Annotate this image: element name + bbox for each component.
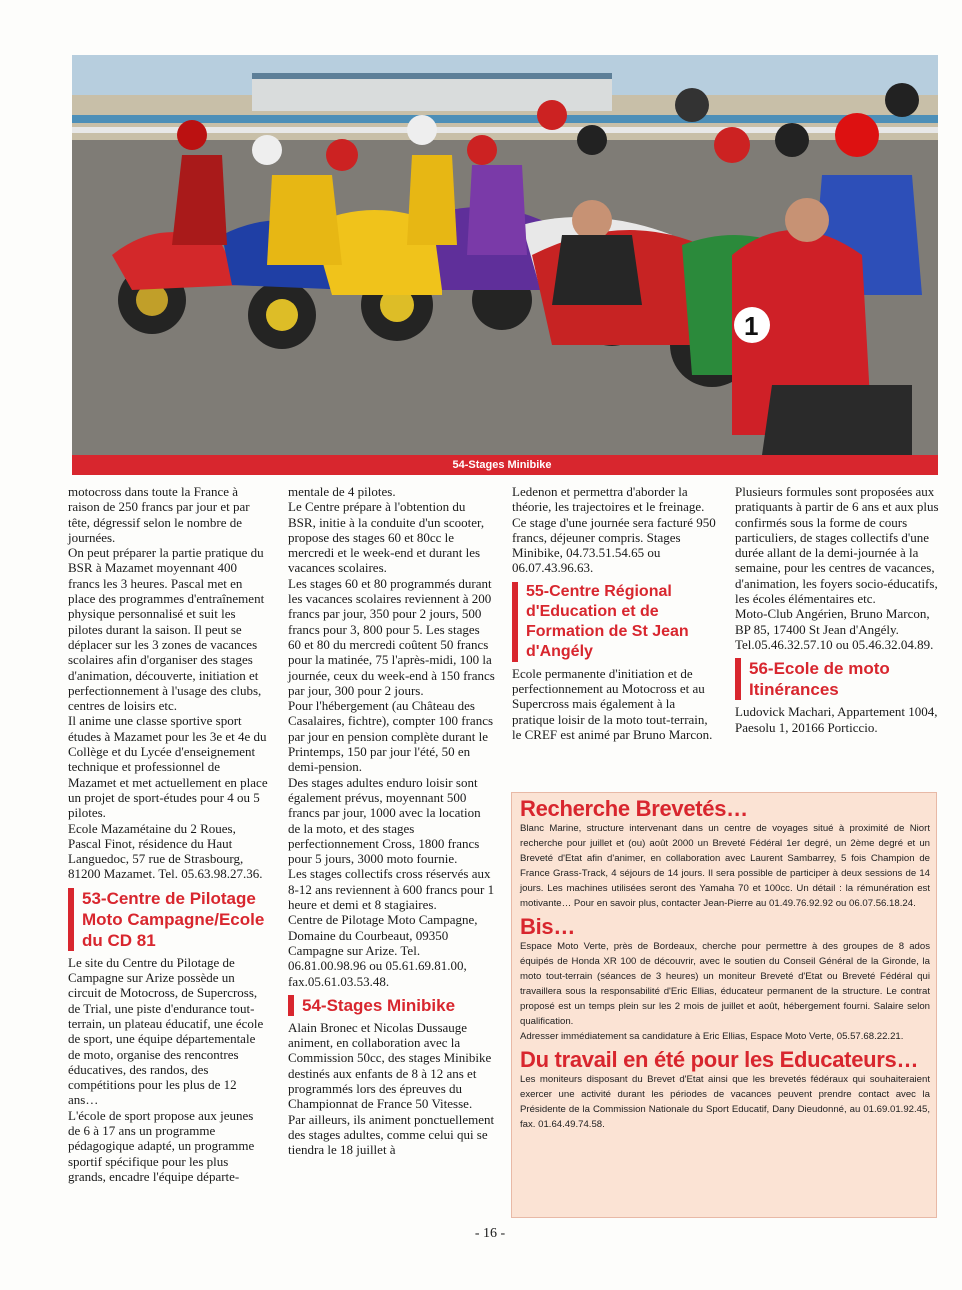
photo-caption: 54-Stages Minibike bbox=[452, 459, 552, 471]
section-heading-54: 54-Stages Minibike bbox=[288, 995, 495, 1016]
job-offers-box bbox=[511, 792, 937, 1218]
box-title-recherche: Recherche Brevetés… bbox=[520, 796, 748, 821]
section-heading-56: 56-Ecole de moto Itinérances bbox=[735, 658, 940, 700]
paragraph: Centre de Pilotage Moto Campagne, Domaine du Courbeaut, 09350 Campagne sur Arize. Tel. 06.81.00.98.96 ou 05.61.69.81.00, fax.05.61.03.53.48. bbox=[288, 912, 478, 989]
box-paragraph: Adresser immédiatement sa candidature à Eric Ellias, Espace Moto Verte, 05.57.68.22.21. bbox=[520, 1031, 904, 1042]
paragraph: Pour l'hébergement (au Château des Casalaires, fichtre), compter 100 francs par jour en pension complète durant le Printemps, 150 par jour l'été, 50 en demi-pension. bbox=[288, 698, 494, 775]
bike-number: 1 bbox=[744, 311, 759, 341]
paragraph: Ledenon et permettra d'aborder la théorie, les trajectoires et le freinage. Ce stage d'une journée sera facturé 950 francs, déjeuner compris. Stages Minibike, 04.73.51.54.65 ou 06.07.43.96.63. bbox=[512, 484, 716, 576]
box-title-travail: Du travail en été pour les Educateurs… bbox=[520, 1047, 919, 1072]
paragraph: Alain Bronec et Nicolas Dussauge animent, en collaboration avec la Commission 50cc, des stages Minibike destinés aux enfants de 8 à 12 ans et programmés lors des épreuves du Championnat de France 50 Vitesse. bbox=[288, 1019, 492, 1112]
column-2 bbox=[288, 484, 495, 1157]
column-1 bbox=[68, 484, 268, 1184]
paragraph: Le site du Centre du Pilotage de Campagne sur Arize possède un circuit de Motocross, de Supercross, de Trial, une piste d'endurance tout-terrain, un plateau éducatif, une école de sport, une équipe départementale de moto, organise des rencontres éducatives, des randos, des compétitions pour les plus de 12 ans… bbox=[68, 954, 264, 1108]
photo-illustration bbox=[72, 55, 938, 475]
box-paragraph: Blanc Marine, structure intervenant dans un centre de voyages situé à proximité de Niort recherche pour juillet et (ou) août 2000 un Breveté Fédéral 1er degré, un 2ème degré et un Breveté d'Etat afin d'animer, en collaboration avec Laurent Sambarrey, 5 fois Champion de France Grass-Track, 4 séjours de 14 jours. Il sera possible de participer à deux sessions de 14 jours. Les machines utilisées seront des Yamaha 70 et 100cc. Un détail : la rémunération est motivante… Pour en savoir plus, contacter Jean-Pierre au 01.49.76.92.92 ou 06.07.56.18.24. bbox=[520, 823, 930, 909]
paragraph: On peut préparer la partie pratique du BSR à Mazamet moyennant 400 francs les 3 heures. Pascal met en place des programmes d'entraînement physique personnalisé et suit les pilotes durant la saison. Il peut se déplacer sur les 3 zones de vacances scolaires afin d'organiser des stages d'animation, découverte, initiation et perfectionnement à l'usage des clubs, centres de loisirs etc. bbox=[68, 545, 265, 714]
page-number: - 16 - bbox=[474, 1226, 506, 1241]
paragraph: Des stages adultes enduro loisir sont également prévus, moyennant 500 francs par jour, 1000 avec la location de la moto, et des stages perfectionnement Cross, 1800 francs pour 5 jours, 3000 moto fournie. bbox=[288, 774, 481, 867]
paragraph: Le Centre prépare à l'obtention du BSR, initie à la conduite d'un scooter, propose des stages 60 et 80cc le mercredi et le week-end et durant les vacances scolaires. bbox=[288, 499, 485, 576]
paragraph: Ludovick Machari, Appartement 1004, Paesolu 1, 20166 Porticcio. bbox=[735, 704, 938, 735]
paragraph: Les stages collectifs cross réservés aux 8-12 ans reviennent à 600 francs pour 1 heure et demi et 8 stagiaires. bbox=[288, 866, 495, 913]
paragraph: Par ailleurs, ils animent ponctuellement des stages adultes, comme celui qui se tiendra le 18 juillet à bbox=[288, 1111, 495, 1158]
paragraph: Moto-Club Angérien, Bruno Marcon, BP 85, 17400 St Jean d'Angély. Tel.05.46.32.57.10 ou 05.46.32.04.89. bbox=[735, 606, 934, 652]
box-paragraph: Espace Moto Verte, près de Bordeaux, cherche pour permettre à des groupes de 8 ados équipés de Honda XR 100 de découvrir, avec le soutien du Conseil Général de la Gironde, la moto tout-terrain (séances de 3 heures) un moniteur Breveté d'Etat ou Breveté Fédéral qui travaillera sous la responsabilité d'Eric Ellias, éducateur permanent de la structure. Le contrat proposé est un temps plein sur les 2 mois de juillet et août, hébergement fourni. Salaire selon qualification. bbox=[520, 941, 930, 1027]
paragraph: Il anime une classe sportive sport études à Mazamet pour les 3e et 4e du Collège et du Lycée d'enseignement technique et professionnel de Mazamet et met actuellement en place un projet de sport-études pour 4 ou 5 pilotes. bbox=[68, 713, 268, 821]
paragraph: Ecole permanente d'initiation et de perfectionnement au Motocross et au Supercross mais également à la pratique loisir de la moto tout-terrain, le CREF est animé par Bruno Marcon. bbox=[512, 665, 713, 742]
paragraph: L'école de sport propose aux jeunes de 6 à 17 ans un programme pédagogique adapté, un programme sportif spécifique pour les plus grands, encadre l'équipe départe- bbox=[68, 1107, 255, 1184]
paragraph: Les stages 60 et 80 programmés durant les vacances scolaires reviennent à 200 francs par jour, 350 pour 2 jours, 500 francs pour 3, 800 pour 5. Les stages 60 et 80 du mercredi coûtent 50 francs pour la matinée, 75 l'après-midi, 100 la journée, ceux du week-end à 150 francs par jour, 300 pour 2 jours. bbox=[288, 575, 495, 698]
section-heading-53: 53-Centre de Pilotage Moto Campagne/Ecole du CD 81 bbox=[68, 888, 268, 951]
box-paragraph: Les moniteurs disposant du Brevet d'Etat ainsi que les brevetés fédéraux qui souhaiteraient exercer une activité durant les périodes de vacances peuvent prendre contact avec la Présidente de la Commission Nationale du Sport Educatif, Dany Dieudonné, au 01.69.01.92.45, fax. 01.64.49.74.58. bbox=[520, 1074, 930, 1130]
group-photo-minibike bbox=[72, 55, 938, 475]
paragraph: mentale de 4 pilotes. bbox=[288, 484, 396, 499]
column-4 bbox=[735, 484, 940, 735]
column-3 bbox=[512, 484, 717, 742]
section-heading-55: 55-Centre Régional d'Education et de Formation de St Jean d'Angély bbox=[512, 582, 717, 662]
paragraph: Ecole Mazamétaine du 2 Roues, Pascal Finot, résidence du Haut Languedoc, 57 rue de Strasbourg, 81200 Mazamet. Tel. 05.63.98.27.36. bbox=[68, 820, 263, 882]
paragraph: motocross dans toute la France à raison de 250 francs par jour et par tête, dégressif selon le nombre de journées. bbox=[68, 484, 250, 545]
box-title-bis: Bis… bbox=[520, 914, 576, 939]
paragraph: Plusieurs formules sont proposées aux pratiquants à partir de 6 ans et aux plus confirmés sous la forme de cours particuliers, de stages collectifs d'une durée allant de la demi-journée à la semaine, pour les centres de vacances, d'animation, les foyers socio-éducatifs, les écoles élémentaires etc. bbox=[735, 484, 939, 607]
